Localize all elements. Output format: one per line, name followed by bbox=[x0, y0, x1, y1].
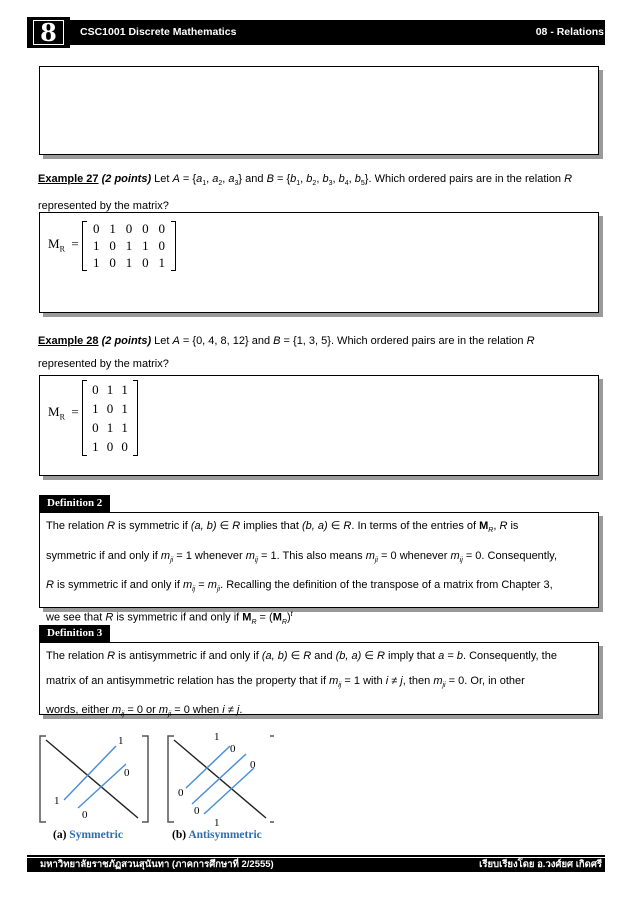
example-27-matrix-cell: 0 bbox=[109, 254, 116, 270]
definition-3-line-3: words, either $m_{ij} = 0$ or $m_{ji} = 0$ when i ≠ j. bbox=[46, 704, 243, 719]
example-27-matrix-cell: 0 bbox=[125, 221, 133, 237]
anti-val-2: 0 bbox=[230, 743, 236, 755]
anti-val-6: 1 bbox=[214, 817, 220, 829]
example-27-matrix-cell: 1 bbox=[158, 254, 166, 270]
example-28-points: (2 points) bbox=[101, 335, 152, 347]
example-27-matrix bbox=[82, 221, 176, 271]
example-27-matrix-cell: 0 bbox=[109, 237, 116, 253]
definition-3-title: Definition 3 bbox=[39, 625, 110, 642]
example-28-matrix-cell: 1 bbox=[121, 419, 128, 435]
caption-antisymmetric: (b) Antisymmetric bbox=[172, 829, 262, 841]
course-title: CSC1001 Discrete Mathematics bbox=[80, 26, 237, 38]
footer-university: มหาวิทยาลัยราชภัฏสวนสุนันทา (ภาคการศึกษาที่ 2/2555) bbox=[40, 859, 274, 870]
example-27-matrix-cell: 1 bbox=[125, 254, 133, 270]
definition-3-text bbox=[46, 644, 592, 728]
answer-box-previous bbox=[39, 66, 599, 155]
definition-3-line-1: The relation R is antisymmetric if and only if (a, b) ∈ R and (b, a) ∈ R imply that a = b. Consequently, the bbox=[46, 650, 557, 662]
example-27-matrix-cell: 1 bbox=[92, 237, 100, 253]
example-28-matrix-cell: 0 bbox=[106, 400, 114, 416]
definition-2-text bbox=[46, 514, 592, 635]
example-28-matrix-cell: 1 bbox=[121, 400, 128, 416]
example-27-matrix-label: $M_R$ = bbox=[48, 236, 79, 254]
example-28-matrix-cell: 0 bbox=[92, 381, 99, 397]
page-number bbox=[27, 17, 70, 48]
example-28-matrix-cell: 0 bbox=[106, 438, 114, 454]
antisymmetric-matrix-figure bbox=[168, 731, 274, 829]
example-27-matrix-cell: 1 bbox=[109, 221, 116, 237]
example-27-matrix-cell: 0 bbox=[158, 221, 166, 237]
example-27-line2: represented by the matrix? bbox=[38, 200, 169, 213]
example-27-matrix-cell: 0 bbox=[158, 237, 166, 253]
example-27-matrix-cell: 0 bbox=[142, 254, 149, 270]
example-27-text: Example 27 (2 points) Let $A = \{a_1$, $a_2$, $a_3$} and $B = \{b_1$, $b_2$, $b_3$, $b_4$, $b_5$}. Which ordered pairs are in the relation R represented by the matrix? bbox=[38, 173, 573, 213]
example-27-points: (2 points) bbox=[101, 173, 152, 185]
definition-2-line-2: symmetric if and only if $m_{ji} = 1$ whenever $m_{ij} = 1$. This also means $m_{ji} = 0$ whenever $m_{ij} = 0$. Consequently, bbox=[46, 549, 558, 564]
example-28-matrix-cell: 1 bbox=[92, 400, 99, 416]
example-28-label: Example 28 bbox=[38, 335, 99, 347]
sym-val-3: 1 bbox=[54, 795, 60, 807]
symmetry-figures bbox=[34, 730, 274, 840]
caption-symmetric: (a) Symmetric bbox=[53, 829, 123, 841]
anti-val-5: 0 bbox=[194, 805, 200, 817]
page-number-text: 8 bbox=[40, 18, 57, 47]
definition-2-title: Definition 2 bbox=[39, 495, 110, 512]
example-27-matrix-cell: 0 bbox=[92, 221, 100, 237]
sym-val-4: 0 bbox=[82, 809, 88, 821]
sym-val-1: 1 bbox=[118, 735, 124, 747]
example-28-matrix-cell: 1 bbox=[92, 438, 99, 454]
example-27-matrix-cell: 1 bbox=[92, 254, 100, 270]
example-27-label: Example 27 bbox=[38, 173, 99, 185]
example-28-line2: represented by the matrix? bbox=[38, 358, 169, 370]
sym-val-2: 0 bbox=[124, 767, 130, 779]
example-28-text: Example 28 (2 points) Let A = {0, 4, 8, 12} and B = {1, 3, 5}. Which ordered pairs are in the relation R represented by the matrix? bbox=[38, 335, 535, 370]
example-27-matrix-cell: 1 bbox=[142, 237, 149, 253]
footer-author: เรียบเรียงโดย อ.วงศ์ยศ เกิดศรี bbox=[479, 859, 602, 870]
anti-val-3: 0 bbox=[250, 759, 256, 771]
example-28-matrix-cell: 1 bbox=[106, 419, 114, 435]
example-27-matrix-cell: 1 bbox=[125, 237, 133, 253]
definition-2-line-1: The relation R is symmetric if (a, b) ∈ R implies that (b, a) ∈ R. In terms of the entries of $M_R$, R is bbox=[46, 520, 519, 535]
anti-val-1: 1 bbox=[214, 731, 220, 743]
footer-rule bbox=[27, 855, 605, 857]
example-28-matrix bbox=[82, 380, 138, 456]
example-28-matrix-label: $M_R$ = bbox=[48, 404, 79, 422]
symmetric-matrix-figure bbox=[40, 735, 148, 822]
chapter-title: 08 - Relations bbox=[535, 26, 604, 38]
definition-3-line-2: matrix of an antisymmetric relation has the property that if $m_{ij} = 1$ with i ≠ j, then $m_{ji} = 0$. Or, in other bbox=[46, 674, 525, 689]
definition-2-line-4: we see that R is symmetric if and only if $M_R = (M_R)^t$ bbox=[46, 611, 293, 626]
example-28-matrix-cell: 1 bbox=[121, 381, 128, 397]
example-27-matrix-cell: 0 bbox=[142, 221, 149, 237]
example-28-matrix-cell: 1 bbox=[106, 381, 114, 397]
example-28-matrix-cell: 0 bbox=[121, 438, 128, 454]
definition-2-line-3: R is symmetric if and only if $m_{ij} = m_{ji}$. Recalling the definition of the transpose of a matrix from Chapter 3, bbox=[46, 579, 553, 594]
example-28-matrix-cell: 0 bbox=[92, 419, 99, 435]
anti-val-4: 0 bbox=[178, 787, 184, 799]
